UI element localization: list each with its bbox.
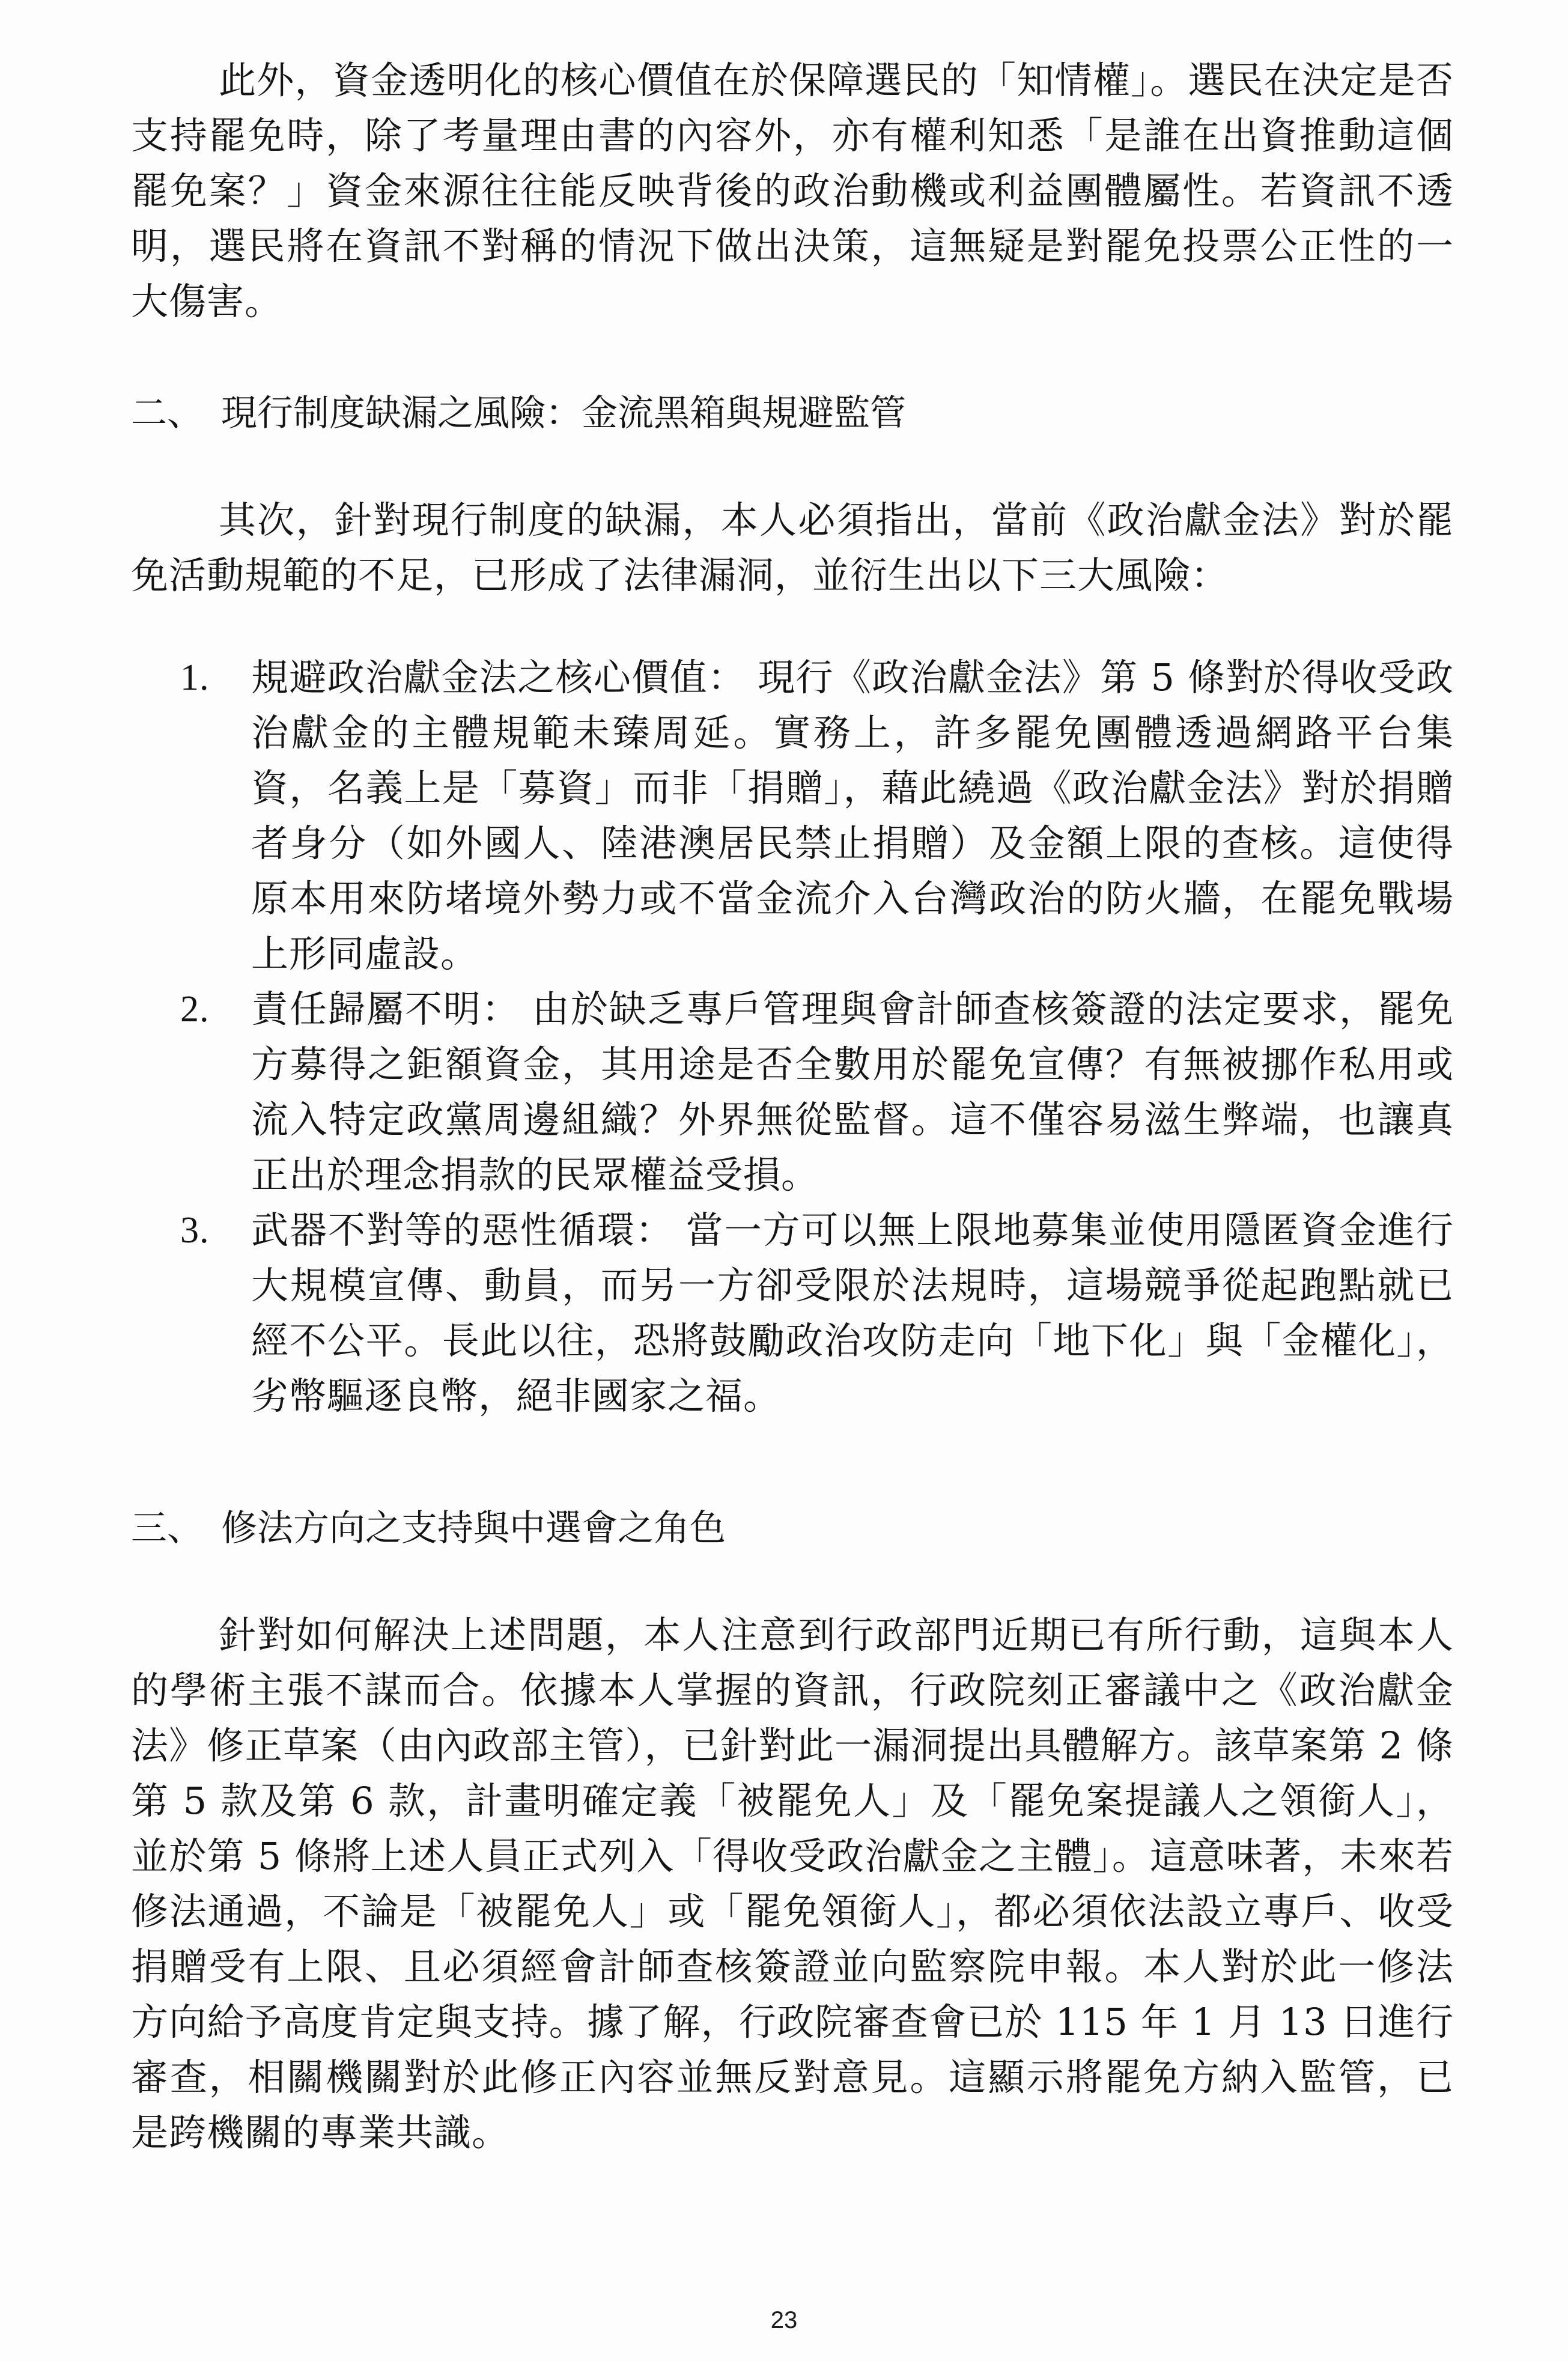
section-title-2: 現行制度缺漏之風險：金流黑箱與規避監管 xyxy=(221,392,906,434)
paragraph-section-2-intro: 其次，針對現行制度的缺漏，本人必須指出，當前《政治獻金法》對於罷免活動規範的不足，已形成了法律漏洞，並衍生出以下三大風險： xyxy=(131,498,1454,597)
section-heading-2 xyxy=(131,389,906,437)
list-marker: 2. xyxy=(180,989,210,1030)
list-item-text: 現行《政治獻金法》第 5 條對於得收受政治獻金的主體規範未臻周延。實務上，許多罷免團體透過網路平台集資，名義上是「募資」而非「捐贈」，藉此繞過《政治獻金法》對於捐贈者身分（如外國人、陸港澳居民禁止捐贈）及金額上限的查核。這使得原本用來防堵境外勢力或不當金流介入台灣政治的防火牆，在罷免戰場上形同虛設。 xyxy=(251,655,1454,976)
list-item-lead: 規避政治獻金法之核心價值： xyxy=(251,655,746,699)
list-item-lead: 責任歸屬不明： xyxy=(251,987,520,1031)
risk-list-item xyxy=(180,1203,1454,1424)
list-item-text: 由於缺乏專戶管理與會計師查核簽證的法定要求，罷免方募得之鉅額資金，其用途是否全數用於罷免宣傳？有無被挪作私用或流入特定政黨周邊組織？外界無從監督。這不僅容易滋生弊端，也讓真正出於理念捐款的民眾權益受損。 xyxy=(251,987,1454,1197)
section-heading-3 xyxy=(131,1504,726,1552)
paragraph-section-3: 針對如何解決上述問題，本人注意到行政部門近期已有所行動，這與本人的學術主張不謀而合。依據本人掌握的資訊，行政院刻正審議中之《政治獻金法》修正草案（由內政部主管），已針對此一漏洞提出具體解方。該草案第 2 條第 5 款及第 6 款，計畫明確定義「被罷免人」及「罷免案提議人之領銜人」，並於第 5 條將上述人員正式列入「得收受政治獻金之主體」。這意味著，未來若修法通過，不論是「被罷免人」或「罷免領銜人」，都必須依法設立專戶、收受捐贈受有上限、且必須經會計師查核簽證並向監察院申報。本人對於此一修法方向給予高度肯定與支持。據了解，行政院審查會已於 115 年 1 月 13 日進行審查，相關機關對於此修正內容並無反對意見。這顯示將罷免方納入監管，已是跨機關的專業共識。 xyxy=(131,1613,1454,2154)
risk-list-item xyxy=(180,650,1454,982)
risk-list-item xyxy=(180,982,1454,1203)
list-marker: 3. xyxy=(180,1210,210,1251)
list-marker: 1. xyxy=(180,657,210,698)
section-number-3: 三、 xyxy=(131,1507,203,1549)
risk-list xyxy=(180,650,1454,1424)
list-item-text: 當一方可以無上限地募集並使用隱匿資金進行大規模宣傳、動員，而另一方卻受限於法規時，這場競爭從起跑點就已經不公平。長此以往，恐將鼓勵政治攻防走向「地下化」與「金權化」，劣幣驅逐良幣，絕非國家之福。 xyxy=(251,1208,1454,1418)
section-number-2: 二、 xyxy=(131,392,203,434)
list-item-lead: 武器不對等的惡性循環： xyxy=(251,1208,674,1252)
paragraph-transparency: 此外，資金透明化的核心價值在於保障選民的「知情權」。選民在決定是否支持罷免時，除了考量理由書的內容外，亦有權利知悉「是誰在出資推動這個罷免案？」資金來源往往能反映背後的政治動機或利益團體屬性。若資訊不透明，選民將在資訊不對稱的情況下做出決策，這無疑是對罷免投票公正性的一大傷害。 xyxy=(131,58,1454,323)
page-number: 23 xyxy=(770,2307,798,2333)
section-title-3: 修法方向之支持與中選會之角色 xyxy=(221,1507,726,1549)
